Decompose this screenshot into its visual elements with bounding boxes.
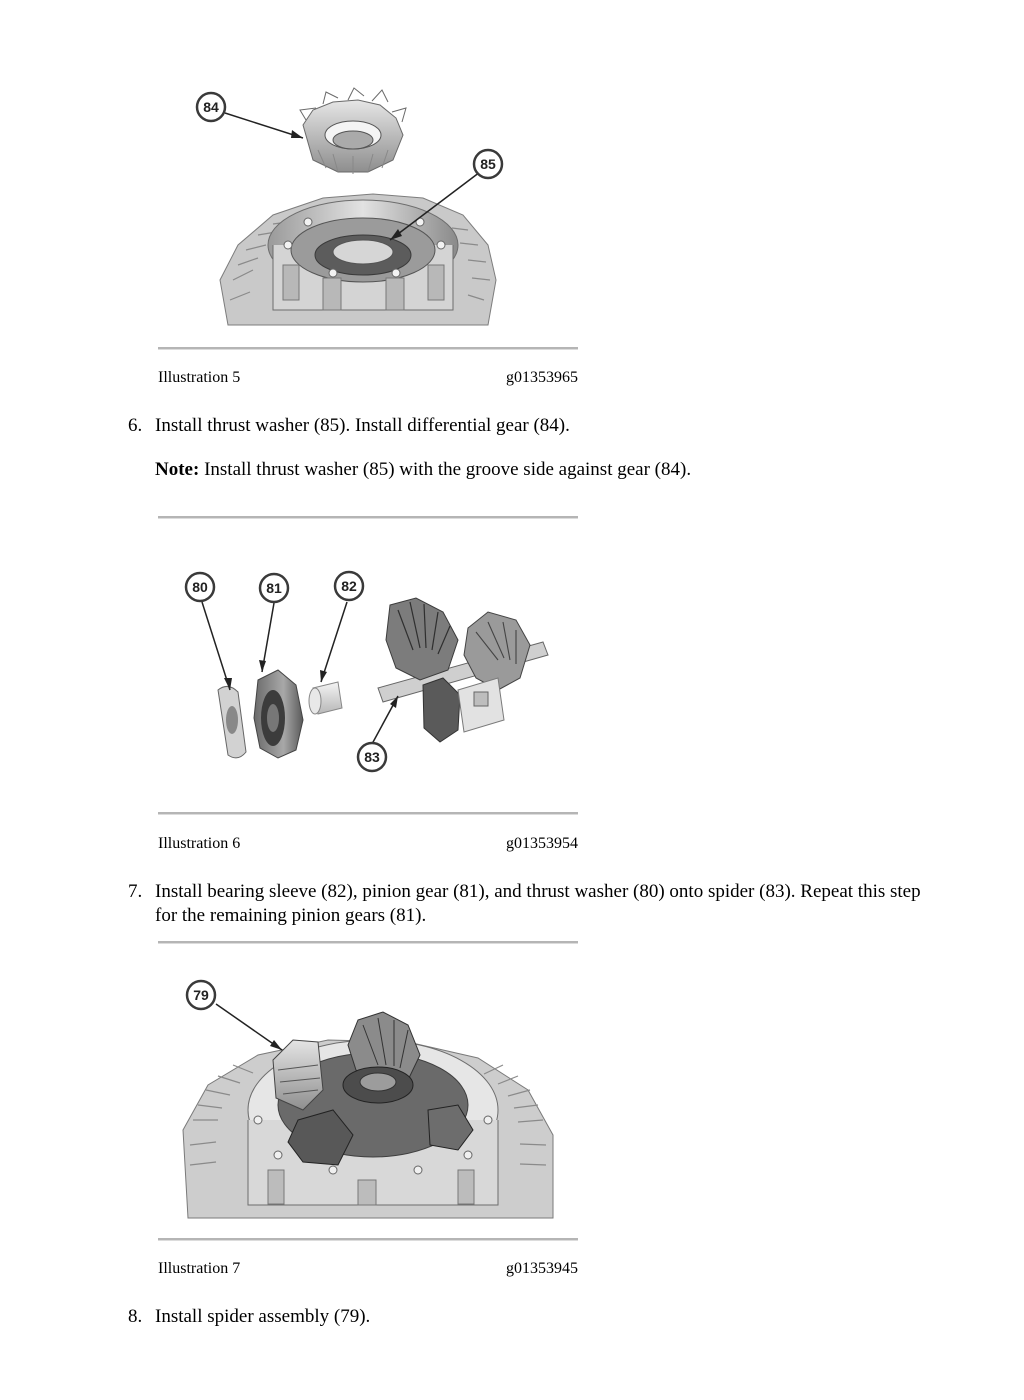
step-number: 6. bbox=[128, 415, 143, 436]
illustration-6-image bbox=[158, 560, 578, 785]
illustration-5-image bbox=[158, 80, 578, 330]
callout-84 bbox=[194, 90, 228, 124]
note-label: Note: bbox=[155, 459, 200, 480]
caption-label: Illustration 5 bbox=[158, 369, 241, 386]
illustration-6-caption bbox=[158, 835, 578, 853]
svg-text:84: 84 bbox=[203, 99, 219, 115]
graphic-code: g01353954 bbox=[506, 835, 578, 852]
step-number: 7. bbox=[128, 881, 143, 902]
svg-text:82: 82 bbox=[341, 578, 357, 594]
figure-rule bbox=[158, 347, 578, 350]
callout-80 bbox=[183, 570, 217, 604]
callout-83 bbox=[355, 740, 389, 774]
step-text: Install thrust washer (85). Install differential gear (84). bbox=[155, 415, 570, 436]
svg-text:79: 79 bbox=[193, 987, 209, 1003]
figure-rule bbox=[158, 516, 578, 519]
step-text: Install bearing sleeve (82), pinion gear (81), and thrust washer (80) onto spider (83). Repeat this step for the remaining pinion gears (81). bbox=[155, 881, 921, 926]
step-text: Install spider assembly (79). bbox=[155, 1306, 371, 1327]
callout-81 bbox=[257, 571, 291, 605]
figure-rule bbox=[158, 812, 578, 815]
callout-79 bbox=[184, 978, 218, 1012]
callout-82 bbox=[332, 569, 366, 603]
svg-text:85: 85 bbox=[480, 156, 496, 172]
illustration-7-image bbox=[158, 970, 578, 1220]
graphic-code: g01353965 bbox=[506, 369, 578, 386]
svg-text:80: 80 bbox=[192, 579, 208, 595]
note-text: Install thrust washer (85) with the groove side against gear (84). bbox=[204, 459, 692, 480]
caption-label: Illustration 6 bbox=[158, 835, 241, 852]
graphic-code: g01353945 bbox=[506, 1260, 578, 1277]
callout-85 bbox=[471, 147, 505, 181]
step-number: 8. bbox=[128, 1306, 143, 1327]
figure-rule bbox=[158, 941, 578, 944]
svg-text:83: 83 bbox=[364, 749, 380, 765]
illustration-7-caption bbox=[158, 1260, 578, 1278]
note bbox=[155, 459, 935, 481]
illustration-5-caption bbox=[158, 369, 578, 387]
caption-label: Illustration 7 bbox=[158, 1260, 241, 1277]
figure-rule bbox=[158, 1238, 578, 1241]
svg-text:81: 81 bbox=[266, 580, 282, 596]
